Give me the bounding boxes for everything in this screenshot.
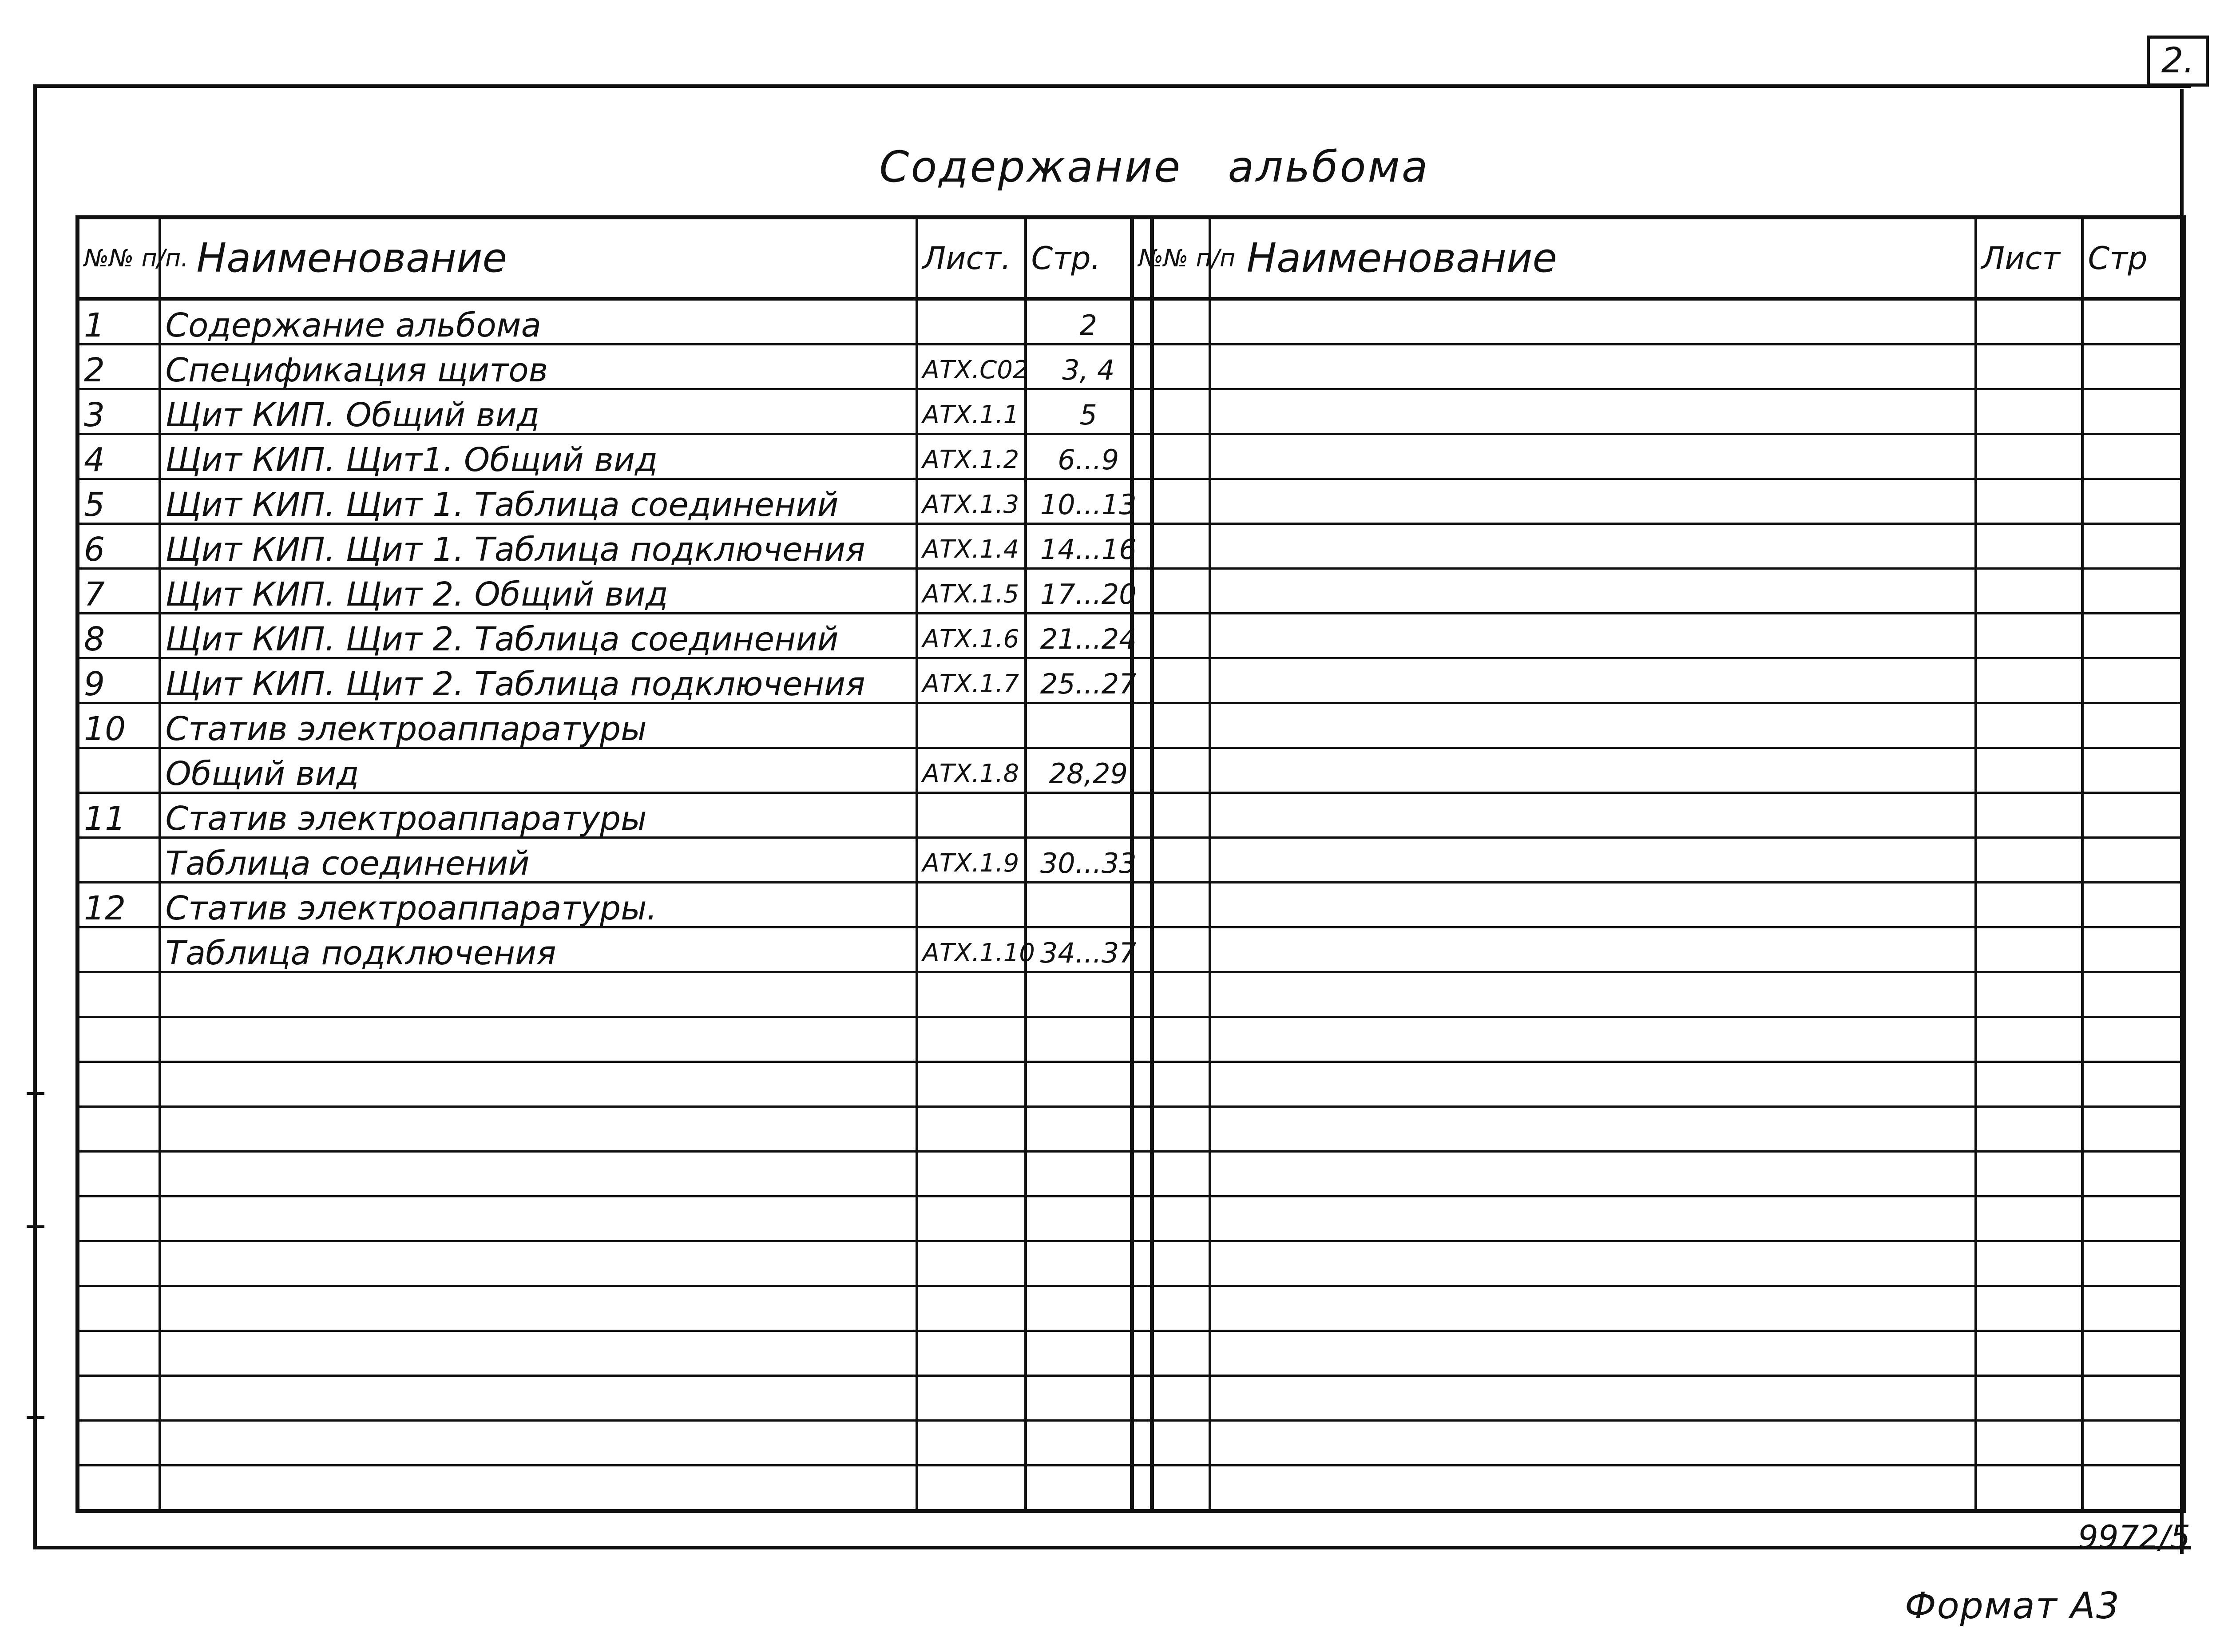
contents-table-right [1130, 215, 2186, 1513]
format-label: Формат А3 [1905, 1585, 2121, 1627]
row-page [2082, 1466, 2184, 1511]
row-name [1210, 479, 1976, 524]
row-name: Спецификация щитов [160, 345, 917, 389]
row-page [2082, 1107, 2184, 1152]
row-name [160, 1017, 917, 1062]
row-sheet [1976, 703, 2082, 748]
table-row-empty [1132, 1241, 2184, 1286]
header-name: Наименование [1210, 218, 1976, 299]
table-row [78, 1017, 1152, 1062]
row-name [160, 1421, 917, 1466]
row-num [1132, 883, 1210, 927]
row-name: Содержание альбома [160, 299, 917, 345]
row-num [1132, 793, 1210, 838]
table-row-empty [1132, 658, 2184, 703]
table-row-empty [1132, 614, 2184, 658]
table-row [78, 1196, 1152, 1241]
row-num [1132, 1196, 1210, 1241]
row-name: Щит КИП. Общий вид [160, 389, 917, 434]
row-name [1210, 1107, 1976, 1152]
row-sheet [917, 1062, 1026, 1107]
row-num [1132, 658, 1210, 703]
row-sheet: АТХ.1.2 [917, 434, 1026, 479]
row-sheet [1976, 345, 2082, 389]
row-page [2082, 345, 2184, 389]
table-row [78, 1466, 1152, 1511]
row-num: 8 [78, 614, 160, 658]
table-row-empty [1132, 389, 2184, 434]
row-page [2082, 793, 2184, 838]
row-page [2082, 479, 2184, 524]
row-name [160, 1152, 917, 1196]
row-num [78, 1421, 160, 1466]
row-num [78, 1331, 160, 1376]
table-row-empty [1132, 793, 2184, 838]
table-row [78, 1062, 1152, 1107]
row-page [2082, 524, 2184, 569]
table-row-empty [1132, 524, 2184, 569]
row-name [1210, 1017, 1976, 1062]
table-row [78, 1286, 1152, 1331]
row-name [1210, 927, 1976, 972]
row-name: Таблица подключения [160, 927, 917, 972]
row-page: 10...13 [1026, 479, 1152, 524]
table-row [78, 748, 1152, 793]
row-page [2082, 1286, 2184, 1331]
row-sheet [1976, 1421, 2082, 1466]
row-name: Щит КИП. Щит 1. Таблица подключения [160, 524, 917, 569]
document-code: 9972/5 [2078, 1518, 2191, 1556]
table-row-empty [1132, 299, 2184, 345]
row-name: Щит КИП. Щит 2. Общий вид [160, 569, 917, 614]
table-row-empty [1132, 1107, 2184, 1152]
table-row-empty [1132, 345, 2184, 389]
row-name [1210, 1196, 1976, 1241]
row-page [2082, 1017, 2184, 1062]
row-sheet [1976, 1376, 2082, 1421]
row-sheet [917, 299, 1026, 345]
row-num: 6 [78, 524, 160, 569]
row-num [78, 838, 160, 883]
row-name [160, 1376, 917, 1421]
table-row-empty [1132, 1286, 2184, 1331]
row-name [1210, 748, 1976, 793]
row-num [1132, 1152, 1210, 1196]
row-num [1132, 1421, 1210, 1466]
row-sheet [1976, 614, 2082, 658]
row-page [2082, 434, 2184, 479]
row-sheet [1976, 1241, 2082, 1286]
row-sheet [1976, 793, 2082, 838]
row-name: Таблица соединений [160, 838, 917, 883]
row-name: Щит КИП. Щит 1. Таблица соединений [160, 479, 917, 524]
row-name [1210, 1421, 1976, 1466]
row-num [1132, 614, 1210, 658]
row-name [1210, 1062, 1976, 1107]
row-sheet [917, 1241, 1026, 1286]
row-name [160, 1286, 917, 1331]
table-row [78, 1107, 1152, 1152]
table-row-empty [1132, 569, 2184, 614]
row-sheet [1976, 1331, 2082, 1376]
row-page: 34...37 [1026, 927, 1152, 972]
row-page: 2 [1026, 299, 1152, 345]
row-num: 12 [78, 883, 160, 927]
row-num [78, 1376, 160, 1421]
row-page: 5 [1026, 389, 1152, 434]
row-page: 30...33 [1026, 838, 1152, 883]
row-sheet [1976, 389, 2082, 434]
row-num: 11 [78, 793, 160, 838]
table-row-empty [1132, 434, 2184, 479]
row-name [1210, 524, 1976, 569]
row-sheet [1976, 524, 2082, 569]
table-row [78, 524, 1152, 569]
table-row [78, 1331, 1152, 1376]
table-row-empty [1132, 972, 2184, 1017]
row-sheet [1976, 1017, 2082, 1062]
header-num: №№ п/п [1132, 218, 1210, 299]
row-page: 14...16 [1026, 524, 1152, 569]
frame-tick [27, 1092, 44, 1095]
row-sheet [1976, 1107, 2082, 1152]
row-num [78, 1286, 160, 1331]
table-row-empty [1132, 1152, 2184, 1196]
row-name [160, 1241, 917, 1286]
table-row [78, 434, 1152, 479]
document-title: Содержание альбома [879, 142, 1430, 192]
row-num [1132, 1466, 1210, 1511]
table-row [78, 614, 1152, 658]
row-sheet: АТХ.1.6 [917, 614, 1026, 658]
table-row-empty [1132, 1196, 2184, 1241]
row-page: 28,29 [1026, 748, 1152, 793]
row-sheet: АТХ.С02 [917, 345, 1026, 389]
header-name: Наименование [160, 218, 917, 299]
table-row-empty [1132, 1466, 2184, 1511]
table-row [78, 883, 1152, 927]
row-num [1132, 434, 1210, 479]
row-num [1132, 972, 1210, 1017]
row-num [1132, 838, 1210, 883]
row-sheet [917, 1152, 1026, 1196]
row-name [1210, 703, 1976, 748]
row-sheet: АТХ.1.3 [917, 479, 1026, 524]
row-sheet [1976, 434, 2082, 479]
table-row [78, 1152, 1152, 1196]
row-num [78, 972, 160, 1017]
table-row-empty [1132, 703, 2184, 748]
row-page [2082, 748, 2184, 793]
row-num [78, 1107, 160, 1152]
header-page: Стр. [1026, 218, 1152, 299]
row-num [1132, 1241, 1210, 1286]
row-name: Щит КИП. Щит 2. Таблица подключения [160, 658, 917, 703]
row-sheet [917, 1196, 1026, 1241]
row-num [1132, 1017, 1210, 1062]
row-sheet [1976, 1196, 2082, 1241]
row-name [1210, 1376, 1976, 1421]
row-name [160, 1196, 917, 1241]
row-num [78, 1241, 160, 1286]
row-sheet: АТХ.1.10 [917, 927, 1026, 972]
row-sheet [1976, 972, 2082, 1017]
row-num: 5 [78, 479, 160, 524]
row-page [2082, 1062, 2184, 1107]
row-sheet: АТХ.1.4 [917, 524, 1026, 569]
table-row [78, 299, 1152, 345]
row-sheet [1976, 748, 2082, 793]
row-page [2082, 1152, 2184, 1196]
table-row [78, 927, 1152, 972]
row-num [1132, 524, 1210, 569]
table-row-empty [1132, 1331, 2184, 1376]
row-name [1210, 569, 1976, 614]
table-row [78, 838, 1152, 883]
row-name [1210, 1286, 1976, 1331]
row-num: 10 [78, 703, 160, 748]
row-sheet [1976, 838, 2082, 883]
row-name [1210, 883, 1976, 927]
table-row-empty [1132, 1062, 2184, 1107]
frame-tick [27, 1416, 44, 1419]
row-sheet [917, 883, 1026, 927]
row-num [1132, 479, 1210, 524]
row-page [2082, 1376, 2184, 1421]
row-num [78, 1062, 160, 1107]
row-page: 6...9 [1026, 434, 1152, 479]
row-name [160, 1331, 917, 1376]
row-sheet [917, 1466, 1026, 1511]
row-page [2082, 972, 2184, 1017]
row-num: 4 [78, 434, 160, 479]
row-sheet [917, 793, 1026, 838]
row-name [160, 1107, 917, 1152]
row-num: 3 [78, 389, 160, 434]
row-page [2082, 927, 2184, 972]
row-page [2082, 1241, 2184, 1286]
row-name [160, 972, 917, 1017]
row-sheet [1976, 1466, 2082, 1511]
row-page [2082, 1421, 2184, 1466]
row-page: 17...20 [1026, 569, 1152, 614]
row-sheet [917, 1017, 1026, 1062]
table-row [78, 1241, 1152, 1286]
table-row [78, 972, 1152, 1017]
contents-table-left [75, 215, 1154, 1513]
row-sheet [917, 1331, 1026, 1376]
row-num [1132, 1062, 1210, 1107]
row-name [1210, 345, 1976, 389]
row-sheet [1976, 1062, 2082, 1107]
row-name [160, 1466, 917, 1511]
row-num: 1 [78, 299, 160, 345]
table-row [78, 1421, 1152, 1466]
row-num [78, 748, 160, 793]
table-row [78, 345, 1152, 389]
header-page: Стр [2082, 218, 2184, 299]
row-num [1132, 389, 1210, 434]
row-page: 25...27 [1026, 658, 1152, 703]
row-sheet: АТХ.1.5 [917, 569, 1026, 614]
table-row [78, 1376, 1152, 1421]
row-name: Статив электроаппаратуры. [160, 883, 917, 927]
row-page [2082, 614, 2184, 658]
header-sheet: Лист. [917, 218, 1026, 299]
row-sheet [1976, 927, 2082, 972]
row-sheet [917, 1421, 1026, 1466]
row-sheet [917, 1107, 1026, 1152]
row-name [1210, 793, 1976, 838]
row-num [78, 1152, 160, 1196]
table-row-empty [1132, 748, 2184, 793]
frame-tick [27, 1225, 44, 1228]
row-page [2082, 1196, 2184, 1241]
row-num [1132, 703, 1210, 748]
row-num [1132, 1331, 1210, 1376]
row-name [1210, 434, 1976, 479]
row-page [2082, 1331, 2184, 1376]
sheet-number: 2. [2147, 36, 2209, 87]
row-page: 3, 4 [1026, 345, 1152, 389]
row-num [78, 1017, 160, 1062]
row-name [1210, 1331, 1976, 1376]
row-num [1132, 299, 1210, 345]
row-sheet [1976, 479, 2082, 524]
row-num: 9 [78, 658, 160, 703]
row-page [2082, 703, 2184, 748]
table-row-empty [1132, 1376, 2184, 1421]
row-sheet [917, 972, 1026, 1017]
row-num [1132, 1286, 1210, 1331]
row-sheet [917, 703, 1026, 748]
row-num [78, 1196, 160, 1241]
table-row-empty [1132, 1017, 2184, 1062]
row-num [78, 1466, 160, 1511]
row-sheet: АТХ.1.7 [917, 658, 1026, 703]
row-name [1210, 838, 1976, 883]
table-row [78, 569, 1152, 614]
row-num [1132, 1376, 1210, 1421]
table-row [78, 793, 1152, 838]
row-sheet [1976, 1286, 2082, 1331]
row-name [1210, 1152, 1976, 1196]
header-num: №№ п/п. [78, 218, 160, 299]
row-page [2082, 389, 2184, 434]
table-row-empty [1132, 1421, 2184, 1466]
table-row [78, 479, 1152, 524]
table-row-empty [1132, 479, 2184, 524]
table-row-empty [1132, 927, 2184, 972]
row-name: Щит КИП. Щит1. Общий вид [160, 434, 917, 479]
row-page [2082, 299, 2184, 345]
row-sheet: АТХ.1.9 [917, 838, 1026, 883]
row-name [1210, 1466, 1976, 1511]
header-sheet: Лист [1976, 218, 2082, 299]
row-num: 2 [78, 345, 160, 389]
row-num [1132, 569, 1210, 614]
row-num [1132, 927, 1210, 972]
table-row-empty [1132, 883, 2184, 927]
row-sheet: АТХ.1.8 [917, 748, 1026, 793]
row-sheet [1976, 883, 2082, 927]
table-header-row [1132, 218, 2184, 299]
row-sheet: АТХ.1.1 [917, 389, 1026, 434]
table-header-row [78, 218, 1152, 299]
row-page [2082, 658, 2184, 703]
row-name: Щит КИП. Щит 2. Таблица соединений [160, 614, 917, 658]
table-row-empty [1132, 838, 2184, 883]
row-sheet [1976, 569, 2082, 614]
row-name [1210, 972, 1976, 1017]
row-num [1132, 1107, 1210, 1152]
row-page [2082, 838, 2184, 883]
row-name [160, 1062, 917, 1107]
table-row [78, 703, 1152, 748]
row-page [2082, 569, 2184, 614]
row-num [1132, 345, 1210, 389]
row-sheet [917, 1286, 1026, 1331]
row-name [1210, 614, 1976, 658]
row-name: Статив электроаппаратуры [160, 703, 917, 748]
row-name [1210, 299, 1976, 345]
row-name: Общий вид [160, 748, 917, 793]
row-num: 7 [78, 569, 160, 614]
row-num [78, 927, 160, 972]
row-num [1132, 748, 1210, 793]
row-sheet [1976, 1152, 2082, 1196]
row-name: Статив электроаппаратуры [160, 793, 917, 838]
row-sheet [917, 1376, 1026, 1421]
row-sheet [1976, 658, 2082, 703]
row-page: 21...24 [1026, 614, 1152, 658]
row-sheet [1976, 299, 2082, 345]
table-row [78, 658, 1152, 703]
table-row [78, 389, 1152, 434]
row-name [1210, 389, 1976, 434]
row-name [1210, 1241, 1976, 1286]
row-name [1210, 658, 1976, 703]
row-page [2082, 883, 2184, 927]
